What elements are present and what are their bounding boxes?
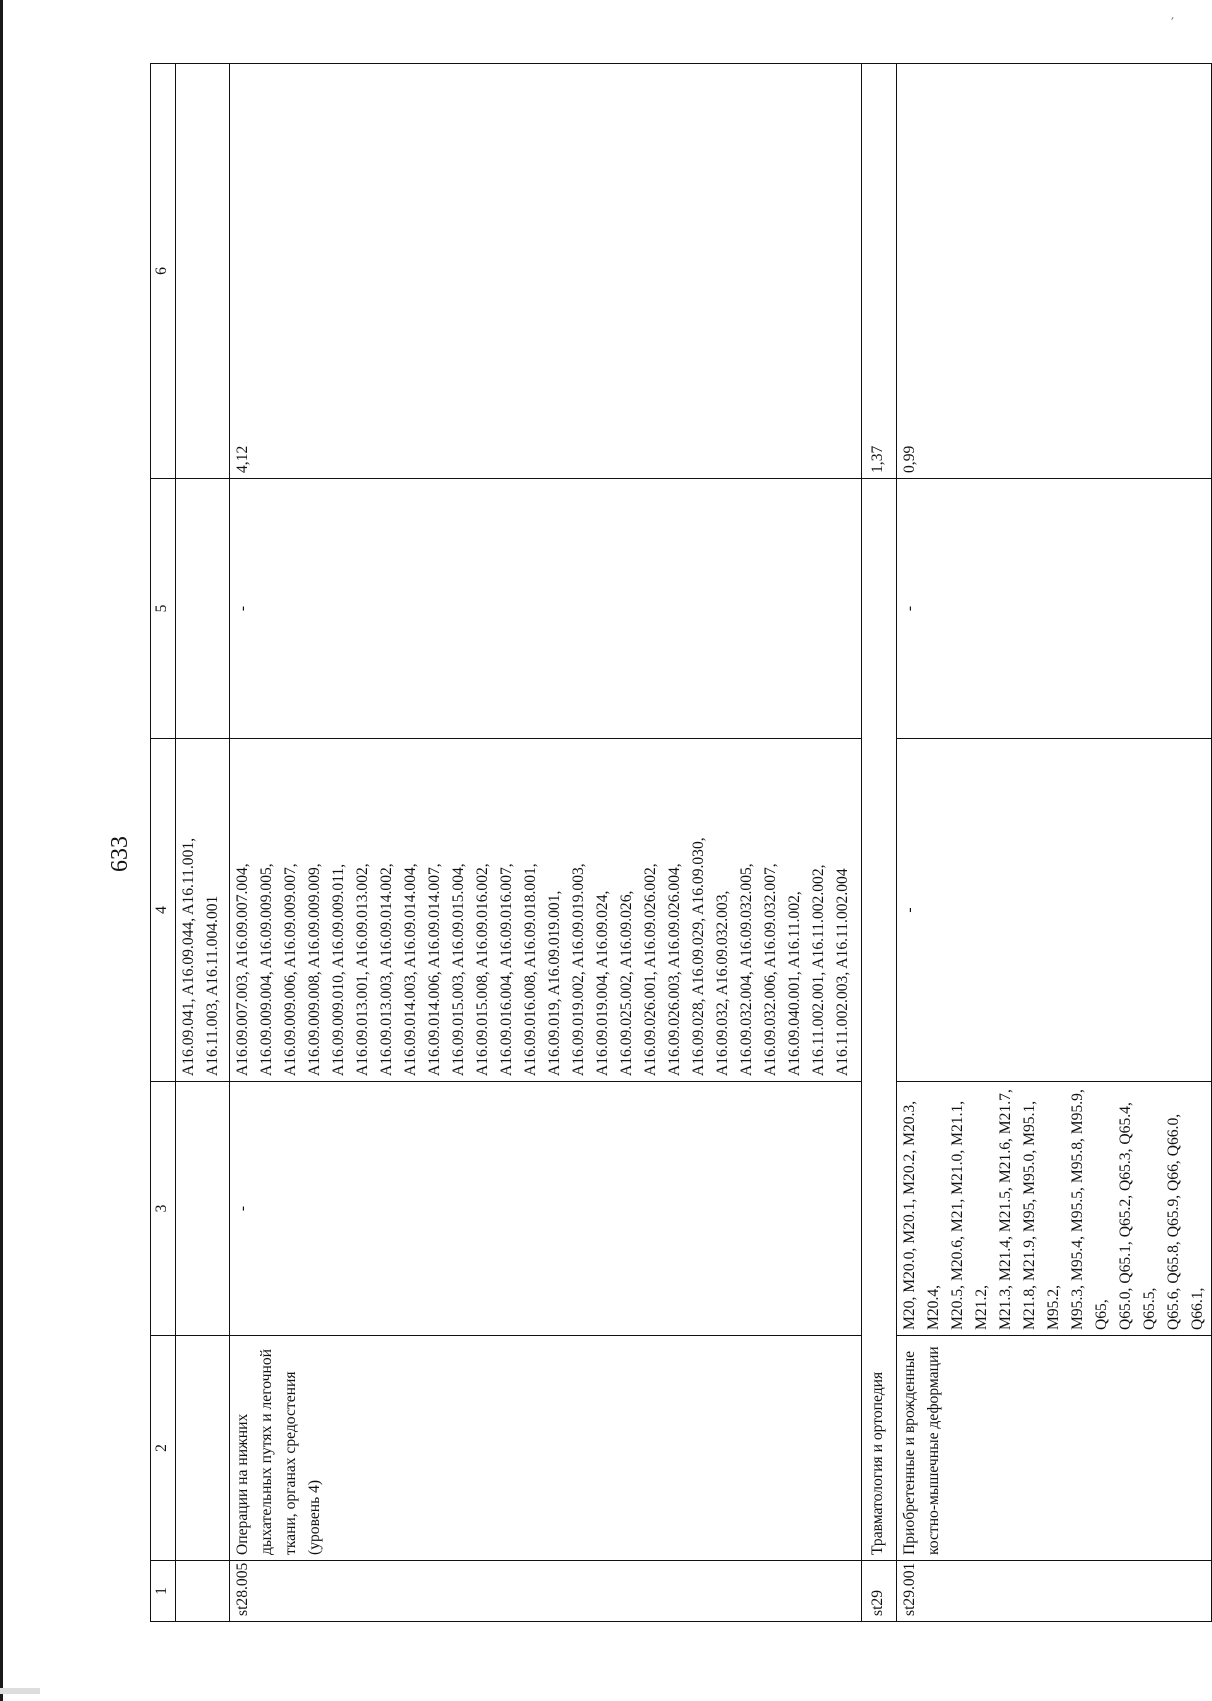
cell-code: st29 xyxy=(862,1561,897,1622)
service-codes-line: A16.09.009.004, A16.09.009.005, xyxy=(258,863,275,1076)
cell-services: - xyxy=(897,739,1212,1082)
column-number: 1 xyxy=(151,1561,176,1622)
diagnosis-codes-line: Q65.6, Q65.8, Q65.9, Q66, Q66.0, Q66.1, xyxy=(1165,1113,1206,1330)
column-number: 2 xyxy=(151,1336,176,1561)
service-codes-line: A16.09.026.001, A16.09.026.002, xyxy=(642,863,659,1076)
tariff-table xyxy=(150,63,1212,1622)
service-codes-line: A16.09.026.003, A16.09.026.004, xyxy=(666,863,683,1076)
service-codes-line: A16.09.040.001, A16.11.002, xyxy=(786,891,803,1076)
cell-diagnoses: - xyxy=(230,1082,862,1336)
service-codes-line: A16.09.007.003, A16.09.007.004, xyxy=(234,863,251,1076)
service-codes-line: A16.09.041, A16.09.044, A16.11.001, xyxy=(180,837,197,1076)
diagnosis-codes-line: M21.8, M21.9, M95, M95.0, M95.1, M95.2, xyxy=(1021,1100,1062,1330)
service-codes-line: A16.09.009.006, A16.09.009.007, xyxy=(282,863,299,1076)
cell-diagnoses xyxy=(176,1082,230,1336)
section-title: Травматология и ортопедия xyxy=(862,479,897,1561)
service-codes-line: A16.11.003, A16.11.004.001 xyxy=(204,895,221,1076)
section-row xyxy=(862,64,897,1622)
cell-coefficient: 4,12 xyxy=(230,64,862,479)
table-row xyxy=(897,64,1212,1622)
service-codes-line: A16.09.014.006, A16.09.014.007, xyxy=(426,863,443,1076)
cell-code xyxy=(176,1561,230,1622)
diagnosis-codes-line: M95.3, M95.4, M95.5, M95.8, M95.9, Q65, xyxy=(1069,1089,1110,1330)
service-codes-line: A16.09.019.004, A16.09.024, xyxy=(594,890,611,1076)
service-codes-line: A16.09.028, A16.09.029, A16.09.030, xyxy=(690,837,707,1076)
diagnosis-codes-line: M20, M20.0, M20.1, M20.2, M20.3, M20.4, xyxy=(901,1100,942,1330)
cell-coefficient: 0,99 xyxy=(897,64,1212,479)
service-codes-line: A16.09.032.004, A16.09.032.005, xyxy=(738,863,755,1076)
column-number: 5 xyxy=(151,479,176,739)
service-codes-line: A16.09.015.008, A16.09.016.002, xyxy=(474,863,491,1076)
service-codes-line: A16.09.019.002, A16.09.019.003, xyxy=(570,863,587,1076)
diagnosis-codes-line: M21.3, M21.4, M21.5, M21.6, M21.7, xyxy=(997,1089,1014,1330)
cell-other: - xyxy=(897,479,1212,739)
diagnosis-codes-line: M20.5, M20.6, M21, M21.0, M21.1, M21.2, xyxy=(949,1100,990,1330)
page-number: 633 xyxy=(107,836,133,872)
cell-name xyxy=(176,1336,230,1561)
cell-code: st28.005 xyxy=(230,1561,862,1622)
service-codes-line: A16.09.015.003, A16.09.015.004, xyxy=(450,863,467,1076)
service-codes-line: A16.09.025.002, A16.09.026, xyxy=(618,890,635,1076)
column-number-row xyxy=(151,64,176,1622)
service-codes-line: A16.11.002.001, A16.11.002.002, xyxy=(810,864,827,1076)
service-codes-line: A16.09.016.008, A16.09.018.001, xyxy=(522,863,539,1076)
scan-mark: ˊ xyxy=(1169,15,1179,32)
cell-other: - xyxy=(230,479,862,739)
cell-diagnoses xyxy=(897,1082,1212,1336)
service-codes-line: A16.09.016.004, A16.09.016.007, xyxy=(498,863,515,1076)
cell-services xyxy=(230,739,862,1082)
service-codes-line: A16.09.014.003, A16.09.014.004, xyxy=(402,863,419,1076)
scan-left-edge xyxy=(0,0,3,1701)
cell-other xyxy=(176,479,230,739)
service-codes-line: A16.09.009.010, A16.09.009.011, xyxy=(330,863,347,1076)
service-codes-line: A16.09.009.008, A16.09.009.009, xyxy=(306,863,323,1076)
service-codes-line: A16.11.002.003, A16.11.002.004 xyxy=(834,868,851,1076)
service-codes-line: A16.09.019, A16.09.019.001, xyxy=(546,890,563,1076)
scan-artifact xyxy=(0,1688,40,1694)
cell-name: Приобретенные и врожденные костно-мышечные деформации xyxy=(897,1336,1212,1561)
service-codes-line: A16.09.032.006, A16.09.032.007, xyxy=(762,863,779,1076)
cell-code: st29.001 xyxy=(897,1561,1212,1622)
cell-coefficient xyxy=(176,64,230,479)
column-number: 6 xyxy=(151,64,176,479)
cell-coefficient: 1,37 xyxy=(862,64,897,479)
diagnosis-codes-line: Q65.0, Q65.1, Q65.2, Q65.3, Q65.4, Q65.5, xyxy=(1117,1102,1158,1330)
table-row xyxy=(230,64,862,1622)
service-codes-line: A16.09.032, A16.09.032.003, xyxy=(714,890,731,1076)
table-row xyxy=(176,64,230,1622)
service-codes-line: A16.09.013.003, A16.09.014.002, xyxy=(378,863,395,1076)
rotated-table-container xyxy=(150,64,1206,1622)
column-number: 3 xyxy=(151,1082,176,1336)
service-codes-line: A16.09.013.001, A16.09.013.002, xyxy=(354,863,371,1076)
cell-name: Операции на нижних дыхательных путях и легочной ткани, органах средостения (уровень 4) xyxy=(230,1336,862,1561)
column-number: 4 xyxy=(151,739,176,1082)
cell-services xyxy=(176,739,230,1082)
